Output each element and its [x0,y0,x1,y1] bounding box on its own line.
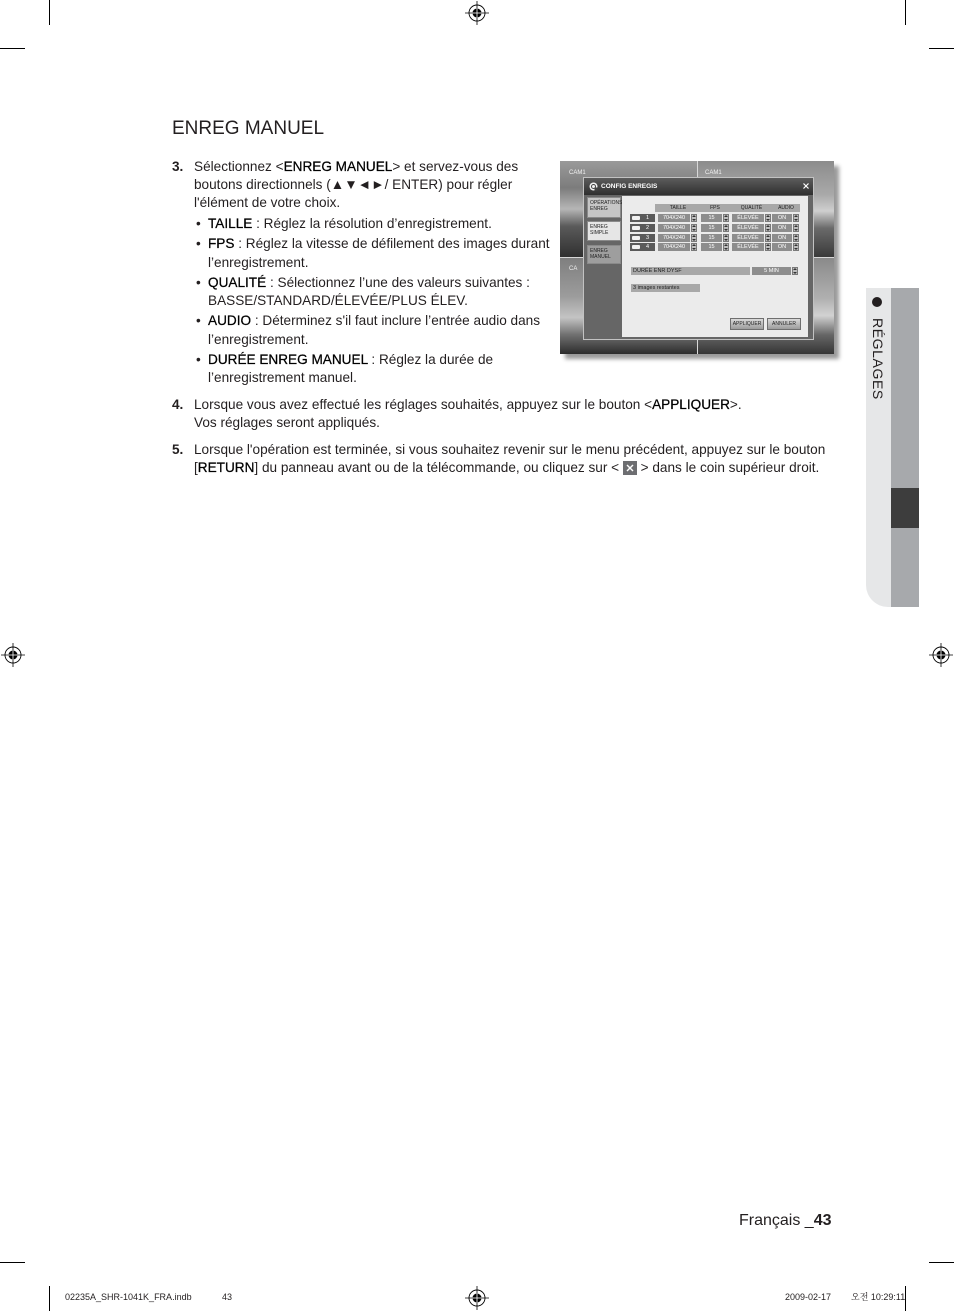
term-taille: TAILLE [208,216,253,231]
fps-value[interactable]: 15 [701,234,722,242]
fps-value[interactable]: 15 [701,243,722,251]
spinner-arrows-icon[interactable] [723,214,729,222]
bullet-marker: • [196,352,201,367]
camera-icon [632,216,640,220]
crop-mark [0,48,25,49]
arrow-up-icon[interactable] [724,215,728,217]
term-duree-enreg-manuel: DURÉE ENREG MANUEL [208,352,368,367]
arrow-up-icon[interactable] [766,225,770,227]
fps-value[interactable]: 15 [701,214,722,222]
arrow-up-icon[interactable] [766,215,770,217]
step5-line2 [194,459,819,477]
camera-label: CA [569,266,578,272]
registration-mark-icon [464,0,490,26]
camera-icon [632,226,640,230]
spinner-arrows-icon[interactable] [691,234,697,242]
arrow-down-icon[interactable] [692,239,696,241]
arrow-down-icon[interactable] [724,248,728,250]
bullet-duree [208,351,493,369]
bullet-qualite [208,274,530,292]
spinner-arrows-icon[interactable] [793,234,799,242]
step-text: > et servez-vous des [392,159,519,174]
channel-cell [630,224,655,232]
size-value[interactable]: 704X240 [658,234,690,242]
table-row [622,224,808,232]
spinner-arrows-icon[interactable] [793,224,799,232]
spinner-arrows-icon[interactable] [793,243,799,251]
channel-number: 3 [646,235,650,241]
step-text: ] du panneau avant ou de la télécommande, ou cliquez sur < [254,460,623,475]
menu-item-enreg-manuel[interactable]: ENREG MANUEL [587,245,621,264]
registration-mark-icon [928,642,954,668]
arrow-up-icon[interactable] [794,215,798,217]
audio-value[interactable]: ON [772,224,792,232]
arrow-up-icon[interactable] [766,235,770,237]
crop-mark [905,0,906,25]
quality-value[interactable]: ÉLEVÉE [732,224,764,232]
chapter-tab-strip [891,288,919,607]
step-text: Lorsque vous avez effectué les réglages souhaités, appuyez sur le bouton < [194,397,653,412]
spinner-arrows-icon[interactable] [723,243,729,251]
size-value[interactable]: 704X240 [658,224,690,232]
bullet-text: : Déterminez s'il faut inclure l’entrée audio dans [251,313,541,328]
registration-mark-icon [464,1285,490,1311]
spinner-arrows-icon[interactable] [793,214,799,222]
step-text: > dans le coin supérieur droit. [636,460,820,475]
config-enregis-dialog [583,177,814,340]
slug-page: 43 [222,1292,233,1302]
column-header-fps: FPS [710,205,720,211]
arrow-down-icon[interactable] [724,229,728,231]
crop-mark [929,48,954,49]
arrow-down-icon[interactable] [692,229,696,231]
bullet-marker: • [196,236,201,251]
term-appliquer: APPLIQUER [652,397,730,412]
spinner-arrows-icon[interactable] [691,224,697,232]
duration-value[interactable]: 5 MIN [752,267,791,275]
audio-value[interactable]: ON [772,234,792,242]
arrow-down-icon[interactable] [794,229,798,231]
crop-mark [49,1286,50,1311]
spinner-arrows-icon[interactable] [723,234,729,242]
channel-number: 2 [646,225,650,231]
arrow-up-icon[interactable] [724,244,728,246]
column-header-taille: TAILLE [669,205,687,211]
term-qualite: QUALITÉ [208,275,267,290]
step-number: 4. [172,397,184,412]
spinner-arrows-icon[interactable] [792,267,798,275]
dialog-title: CONFIG ENREGIS [601,183,658,190]
menu-item-enreg-simple[interactable]: ENREG SIMPLE [587,221,621,241]
table-row [622,214,808,222]
bullet-marker: • [196,313,201,328]
term-enreg-manuel: ENREG MANUEL [283,159,393,174]
step3-line3: l'élément de votre choix. [194,195,341,210]
bullet-audio [208,312,540,330]
bullet-continuation: l’enregistrement. [208,255,309,270]
step-text: [ [194,460,198,475]
chapter-tab-label: RÉGLAGES [870,318,886,400]
channel-number: 1 [646,215,650,221]
arrow-down-icon[interactable] [724,239,728,241]
close-icon[interactable] [802,182,810,190]
page-footer [739,1211,832,1231]
spinner-arrows-icon[interactable] [723,224,729,232]
crop-mark [0,1262,25,1263]
arrow-up-icon[interactable] [794,244,798,246]
arrow-up-icon[interactable] [766,244,770,246]
spinner-arrows-icon[interactable] [765,224,771,232]
arrow-up-icon[interactable] [724,235,728,237]
step3-line1 [194,158,518,176]
bullet-marker: • [196,275,201,290]
step4-line1 [194,396,742,414]
bullet-text: : Sélectionnez l’une des valeurs suivantes : [266,275,530,290]
cancel-button[interactable]: ANNULER [767,318,801,330]
arrow-down-icon[interactable] [692,219,696,221]
arrow-down-icon[interactable] [794,239,798,241]
arrow-down-icon[interactable] [692,248,696,250]
step3-line2: boutons directionnels (▲▼◄►/ ENTER) pour régler [194,177,513,192]
bullet-text: : Réglez la résolution d’enregistrement. [252,216,492,231]
bullet-text: : Réglez la vitesse de défilement des images durant [234,236,550,251]
arrow-down-icon[interactable] [766,248,770,250]
apply-button[interactable]: APPLIQUER [730,318,764,330]
arrow-up-icon[interactable] [692,215,696,217]
page-number: 43 [813,1212,832,1229]
camera-label: CAM1 [569,170,586,176]
dialog-header [584,178,813,195]
menu-item-operations-enreg[interactable]: OPÉRATIONS ENREG [587,197,621,218]
step-number: 3. [172,159,184,174]
audio-value[interactable]: ON [772,214,792,222]
step5-line1: Lorsque l'opération est terminée, si vous souhaitez revenir sur le menu précédent, appuyez sur le bouton [194,442,826,457]
footer-language: Français _ [739,1212,814,1229]
step4-line2: Vos réglages seront appliqués. [194,415,380,430]
spinner-arrows-icon[interactable] [765,234,771,242]
size-value[interactable]: 704X240 [658,243,690,251]
section-title: ENREG MANUEL [172,118,325,139]
table-row [622,234,808,242]
arrow-down-icon[interactable] [766,219,770,221]
camera-icon [632,245,640,249]
step-text: >. [729,397,742,412]
quality-value[interactable]: ÉLEVÉE [732,214,764,222]
slug-file: 02235A_SHR-1041K_FRA.indb [65,1292,192,1302]
arrow-up-icon[interactable] [724,225,728,227]
remaining-images: 3 images restantes [631,284,700,292]
spinner-arrows-icon[interactable] [765,243,771,251]
term-audio: AUDIO [208,313,252,328]
duration-label: DURÉE ENR DYSF [631,267,750,275]
bullet-marker: • [196,216,201,231]
bullet-text: : Réglez la durée de [367,352,494,367]
column-header-audio: AUDIO [778,205,794,211]
bullet-continuation: l’enregistrement manuel. [208,370,357,385]
audio-value[interactable]: ON [772,243,792,251]
step-number: 5. [172,442,184,457]
arrow-up-icon[interactable] [692,225,696,227]
registration-mark-icon [0,642,26,668]
close-icon [623,461,637,475]
arrow-up-icon[interactable] [692,244,696,246]
spinner-arrows-icon[interactable] [691,243,697,251]
channel-number: 4 [646,244,650,250]
quality-value[interactable]: ÉLEVÉE [732,243,764,251]
bullet-continuation: BASSE/STANDARD/ÉLEVÉE/PLUS ÉLEV. [208,293,468,308]
arrow-up-icon[interactable] [794,225,798,227]
bullet-continuation: l’enregistrement. [208,332,309,347]
dvr-screenshot [560,161,834,354]
camera-label: CAM1 [705,170,722,176]
crop-mark [929,1262,954,1263]
term-return: RETURN [197,460,255,475]
spinner-arrows-icon[interactable] [765,214,771,222]
settings-panel [622,196,808,337]
chapter-tab-marker [891,488,919,528]
channel-cell [630,214,655,222]
crop-mark [49,0,50,25]
arrow-down-icon[interactable] [794,219,798,221]
arrow-up-icon[interactable] [794,235,798,237]
arrow-down-icon[interactable] [724,219,728,221]
spinner-arrows-icon[interactable] [691,214,697,222]
term-fps: FPS [208,236,235,251]
arrow-down-icon[interactable] [794,248,798,250]
slug-date: 2009-02-17 [785,1292,832,1302]
quality-value[interactable]: ÉLEVÉE [732,234,764,242]
table-row [622,243,808,251]
step-text: Sélectionnez < [194,159,284,174]
size-value[interactable]: 704X240 [658,214,690,222]
column-header-qualite: QUALITÉ [740,205,763,211]
bullet-fps [208,235,550,253]
slug-time: 오전 10:29:11 [851,1292,906,1302]
arrow-down-icon[interactable] [766,229,770,231]
channel-cell [630,243,655,251]
camera-icon [632,236,640,240]
record-settings-icon [589,182,598,191]
arrow-up-icon[interactable] [692,235,696,237]
bullet-dot-icon [872,297,882,307]
fps-value[interactable]: 15 [701,224,722,232]
arrow-down-icon[interactable] [766,239,770,241]
channel-cell [630,234,655,242]
bullet-taille [208,215,492,233]
